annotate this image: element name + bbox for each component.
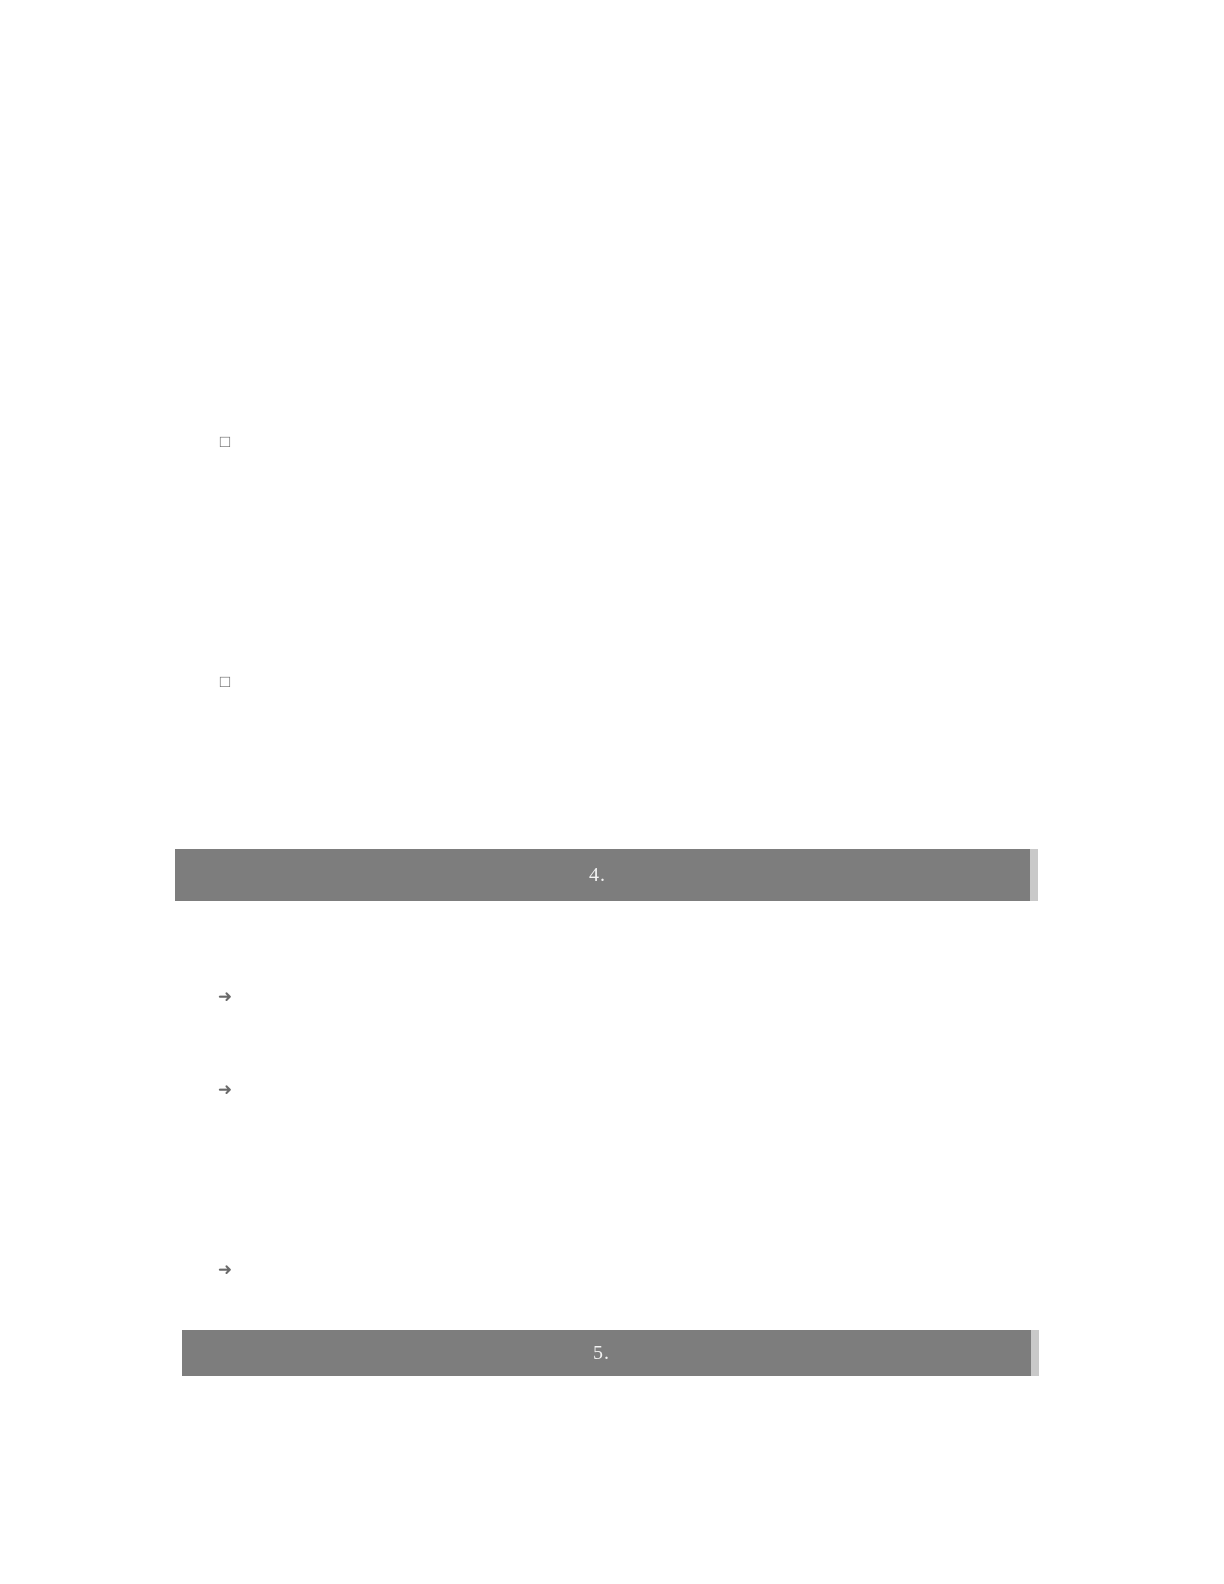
bullet-icon: □ — [219, 672, 231, 691]
list-item — [183, 670, 1046, 691]
intro-paragraph — [183, 140, 1046, 390]
page-body — [183, 140, 1046, 1364]
section-number: 4. — [589, 863, 606, 886]
prerequisites-list — [183, 412, 1046, 691]
bullet-icon: ➜ — [217, 1080, 233, 1099]
bullet-icon: □ — [219, 432, 231, 451]
list-item — [183, 430, 1046, 645]
bullet-icon: ➜ — [217, 987, 233, 1006]
section-heading-methodology — [182, 1330, 1039, 1376]
bullet-icon: ➜ — [217, 1260, 233, 1279]
section-number: 5. — [593, 1341, 610, 1364]
section-heading-objectives — [175, 849, 1038, 901]
